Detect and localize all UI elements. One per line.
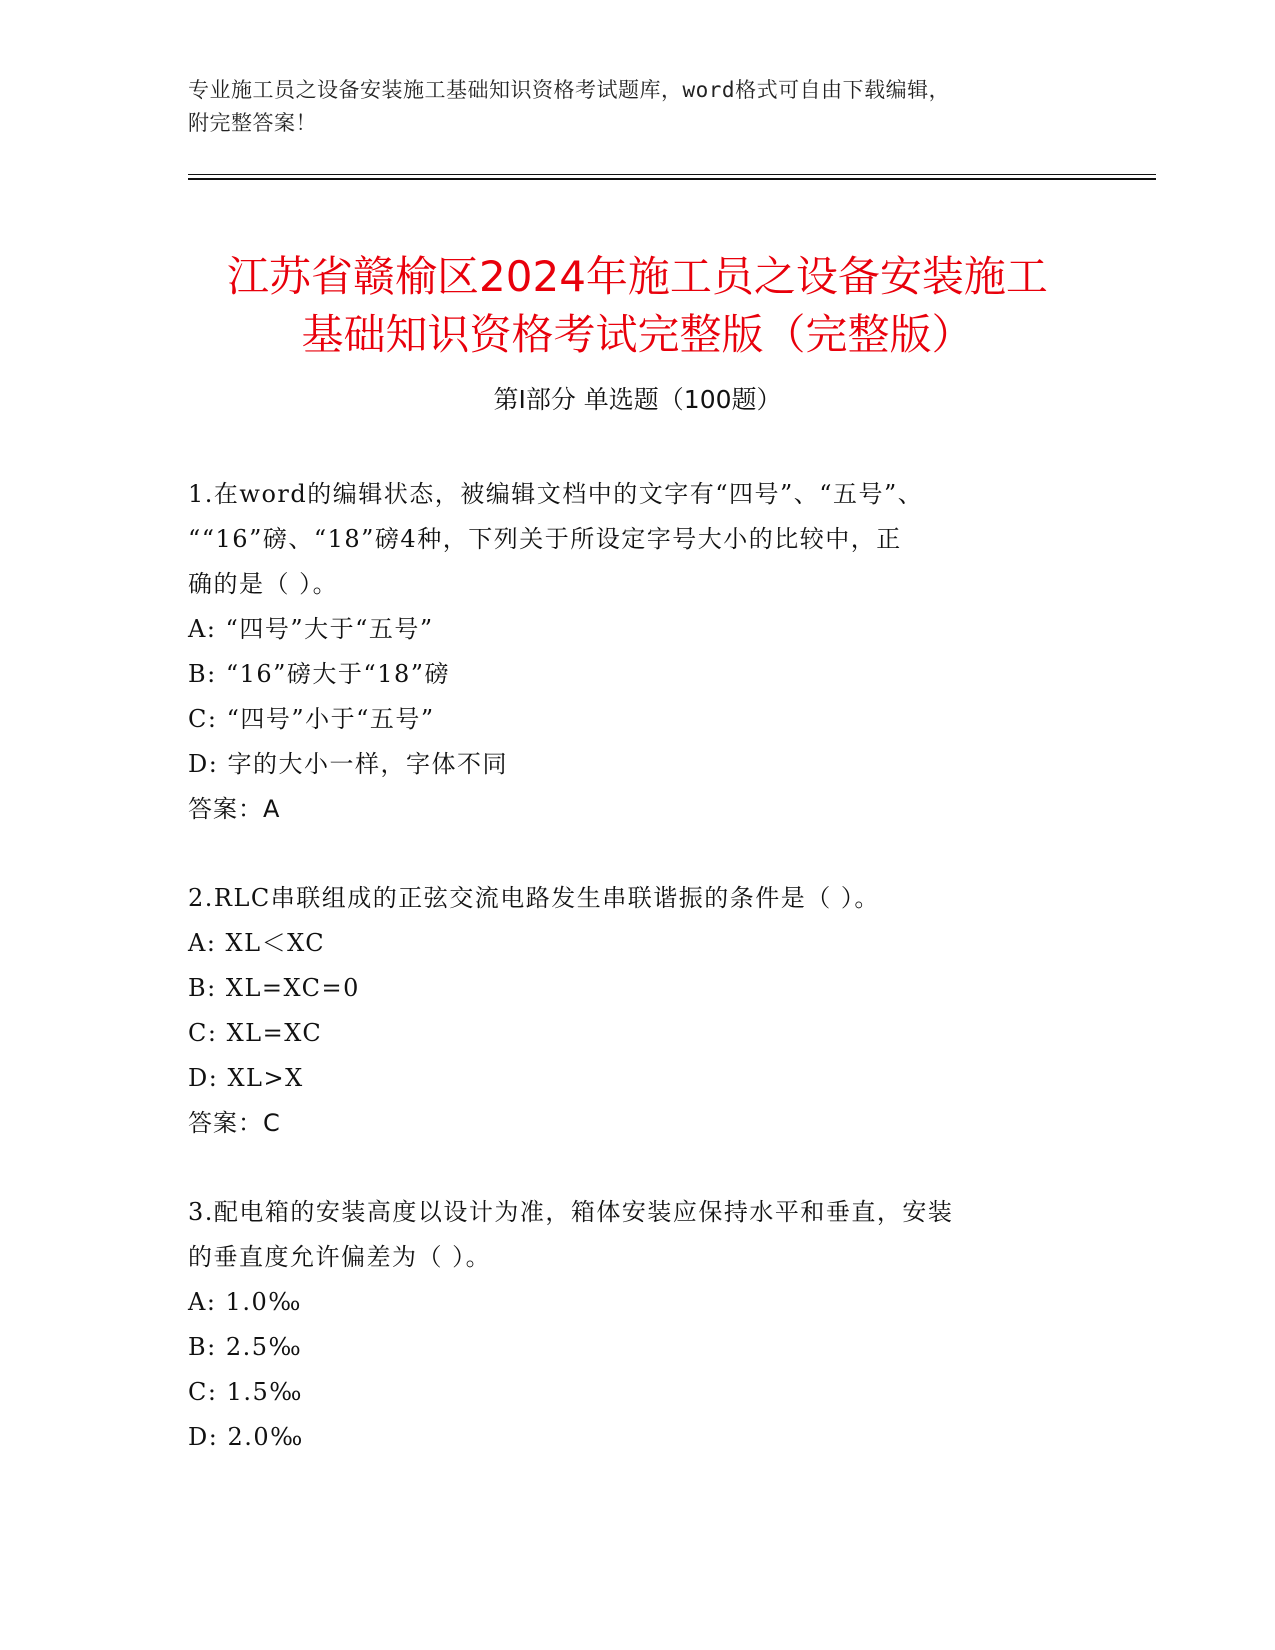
question-stem-line: ““16”磅、“18”磅4种，下列关于所设定字号大小的比较中，正 [188,525,902,553]
header-note [188,74,1068,140]
question-stem-line: 3.配电箱的安装高度以设计为准，箱体安装应保持水平和垂直，安装 [188,1198,954,1226]
option-d: D: XL>X [188,1064,304,1092]
option-b: B: XL=XC=0 [188,974,360,1002]
document-title [170,248,1105,364]
question-2 [188,876,1068,1146]
header-divider [188,174,1156,180]
option-a: A: “四号”大于“五号” [188,615,434,643]
question-stem-line: 1.在word的编辑状态，被编辑文档中的文字有“四号”、“五号”、 [188,480,924,508]
document-title-line-2: 基础知识资格考试完整版（完整版） [301,310,974,360]
question-list [188,472,1068,1460]
question-stem-line: 2.RLC串联组成的正弦交流电路发生串联谐振的条件是（ ）。 [188,884,880,912]
option-d: D: 2.0‰ [188,1423,304,1451]
question-3 [188,1190,1068,1460]
divider-thin-line [188,174,1156,175]
option-a: A: XL＜XC [188,929,326,957]
option-d: D: 字的大小一样，字体不同 [188,750,508,778]
question-1 [188,472,1068,832]
option-b: B: 2.5‰ [188,1333,303,1361]
header-note-line-2: 附完整答案！ [188,111,317,135]
option-a: A: 1.0‰ [188,1288,302,1316]
option-c: C: “四号”小于“五号” [188,705,435,733]
question-stem-line: 确的是（ ）。 [188,570,339,598]
answer-label: 答案：A [188,795,281,823]
question-stem-line: 的垂直度允许偏差为（ ）。 [188,1243,492,1271]
option-c: C: XL=XC [188,1019,323,1047]
divider-thick-line [188,178,1156,180]
option-b: B: “16”磅大于“18”磅 [188,660,451,688]
document-title-line-1: 江苏省赣榆区2024年施工员之设备安装施工 [227,252,1048,302]
answer-label: 答案：C [188,1109,281,1137]
section-heading: 第Ⅰ部分 单选题（100题） [493,385,782,414]
option-c: C: 1.5‰ [188,1378,303,1406]
header-note-line-1: 专业施工员之设备安装施工基础知识资格考试题库，word格式可自由下载编辑， [188,78,951,102]
